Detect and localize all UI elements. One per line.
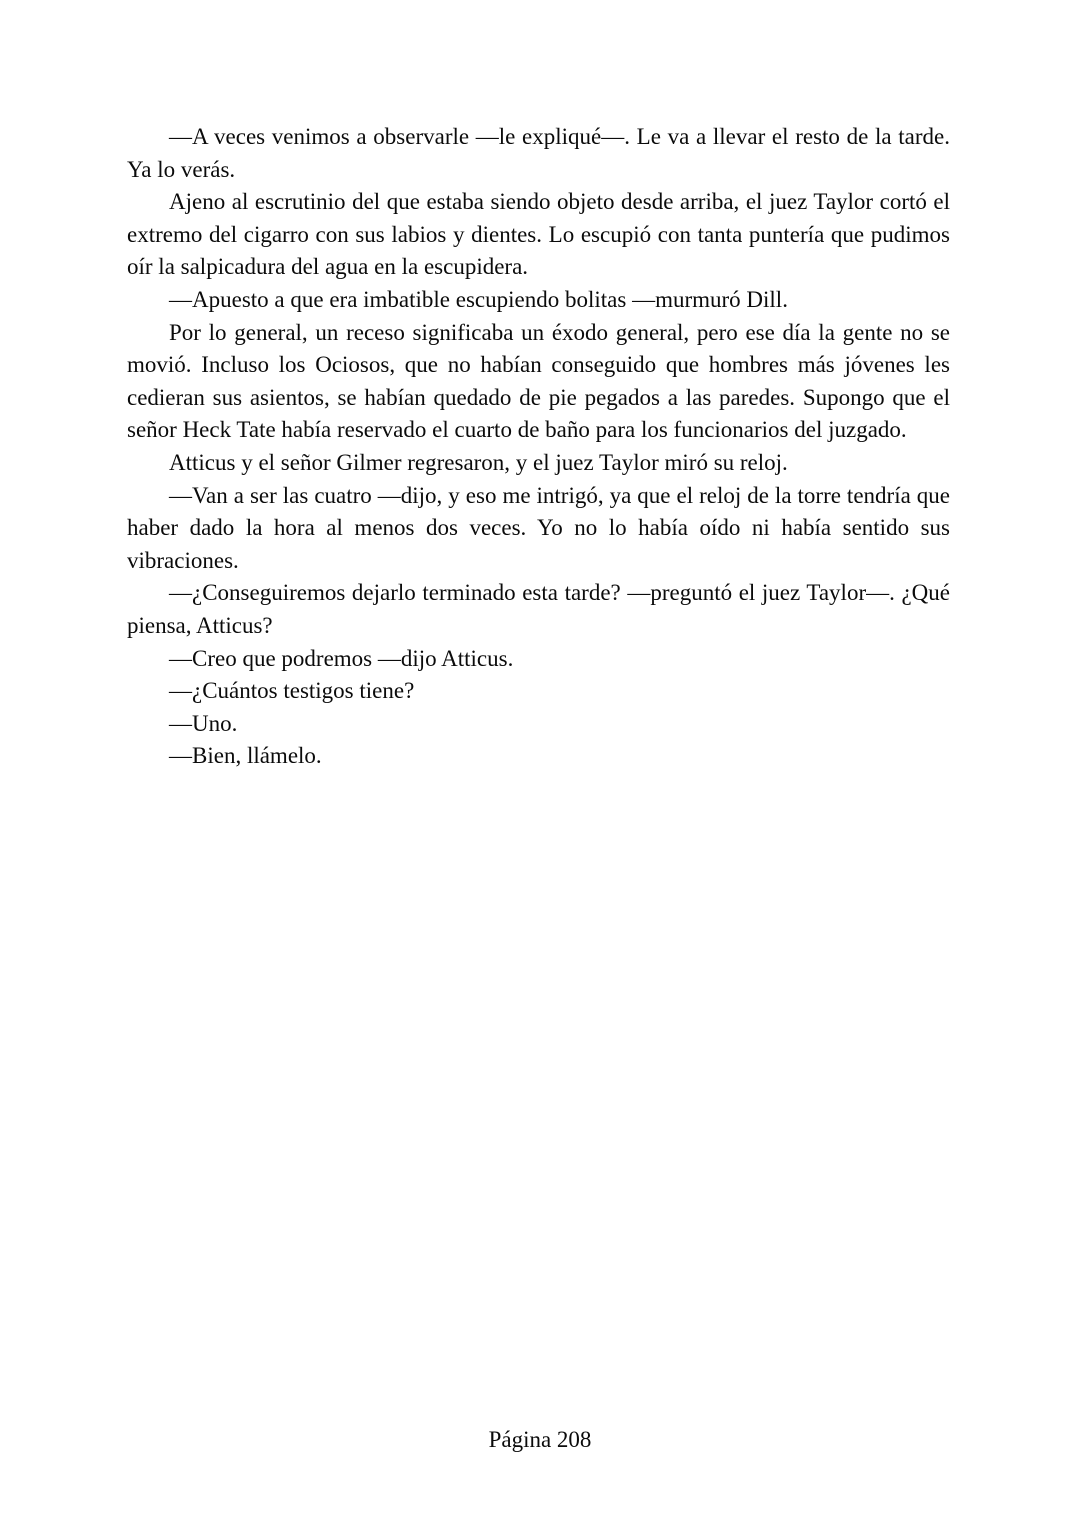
- paragraph: —¿Conseguiremos dejarlo terminado esta tarde? —preguntó el juez Taylor—. ¿Qué piensa, Atticus?: [127, 580, 950, 638]
- paragraph: Por lo general, un receso significaba un éxodo general, pero ese día la gente no se movió. Incluso los Ociosos, que no habían conseguido que hombres más jóvenes les cedieran sus asientos, se habían quedado de pie pegados a las paredes. Supongo que el señor Heck Tate había reservado el cuarto de baño para los funcionarios del juzgado.: [127, 319, 950, 443]
- paragraph: —Bien, llámelo.: [169, 743, 322, 769]
- paragraph: —¿Cuántos testigos tiene?: [169, 678, 415, 704]
- page-number: Página 208: [488, 1427, 592, 1452]
- paragraph: Atticus y el señor Gilmer regresaron, y el juez Taylor miró su reloj.: [169, 449, 788, 475]
- paragraph: —A veces venimos a observarle —le expliqué—. Le va a llevar el resto de la tarde. Ya lo verás.: [127, 124, 950, 182]
- paragraph: —Uno.: [169, 710, 238, 736]
- paragraph: —Van a ser las cuatro —dijo, y eso me intrigó, ya que el reloj de la torre tendría que haber dado la hora al menos dos veces. Yo no lo había oído ni había sentido sus vibraciones.: [127, 482, 950, 573]
- paragraph: Ajeno al escrutinio del que estaba siendo objeto desde arriba, el juez Taylor cortó el extremo del cigarro con sus labios y dientes. Lo escupió con tanta puntería que pudimos oír la salpicadura del agua en la escupidera.: [127, 189, 950, 280]
- page-content: [127, 121, 950, 773]
- paragraph: —Creo que podremos —dijo Atticus.: [169, 645, 514, 671]
- paragraph: —Apuesto a que era imbatible escupiendo bolitas —murmuró Dill.: [169, 286, 788, 312]
